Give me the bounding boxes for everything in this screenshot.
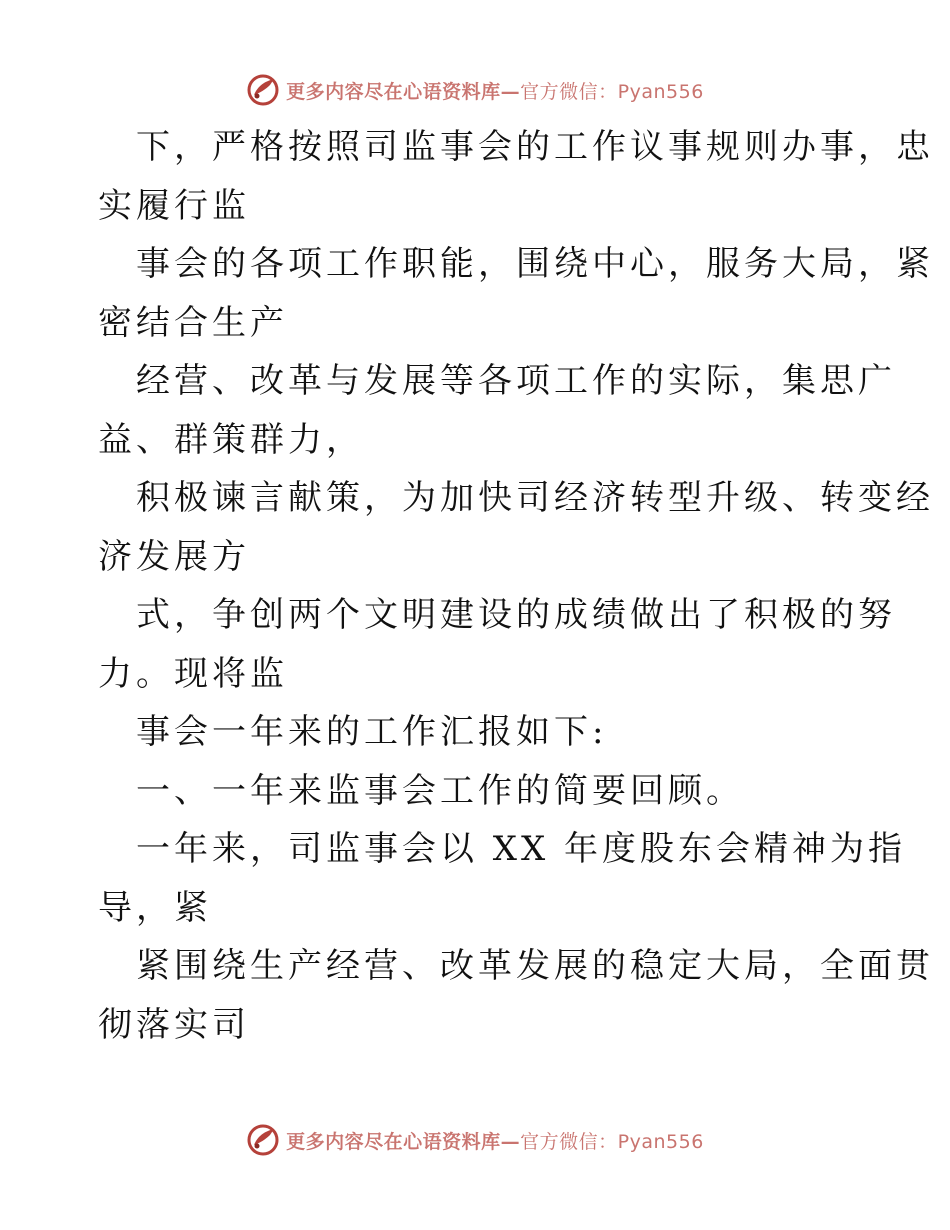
text-line: 益、群策群力，	[98, 419, 364, 460]
text-line: 事会的各项工作职能，围绕中心，服务大局，紧	[136, 244, 934, 284]
text-line: 积极谏言献策，为加快司经济转型升级、转变经	[136, 478, 934, 518]
text-line: 紧围绕生产经营、改革发展的稳定大局，全面贯	[136, 946, 934, 986]
document-body	[98, 118, 934, 1054]
text-line: 经营、改革与发展等各项工作的实际，集思广	[136, 361, 896, 401]
text-line: 彻落实司	[98, 1004, 250, 1045]
text-line: 力。现将监	[98, 653, 288, 694]
text-line: 密结合生产	[98, 302, 288, 343]
text-line: 实履行监	[98, 185, 250, 226]
text-line: 一、一年来监事会工作的简要回顾。	[136, 770, 744, 811]
text-line: 济发展方	[98, 536, 250, 577]
text-line: 式，争创两个文明建设的成绩做出了积极的努	[136, 595, 896, 635]
footer-banner	[0, 1120, 950, 1160]
text-line: 下，严格按照司监事会的工作议事规则办事，忠	[136, 127, 934, 167]
pen-logo-icon	[246, 73, 280, 107]
text-line: 导，紧	[98, 887, 212, 928]
header-banner	[0, 70, 950, 110]
footer-banner-text: 更多内容尽在心语资料库—官方微信：Pyan556	[286, 1130, 704, 1153]
pen-logo-icon	[246, 1123, 280, 1157]
text-line: 事会一年来的工作汇报如下:	[136, 712, 608, 752]
header-banner-text: 更多内容尽在心语资料库—官方微信：Pyan556	[286, 80, 704, 103]
text-line: 一年来，司监事会以 XX 年度股东会精神为指	[136, 829, 907, 869]
